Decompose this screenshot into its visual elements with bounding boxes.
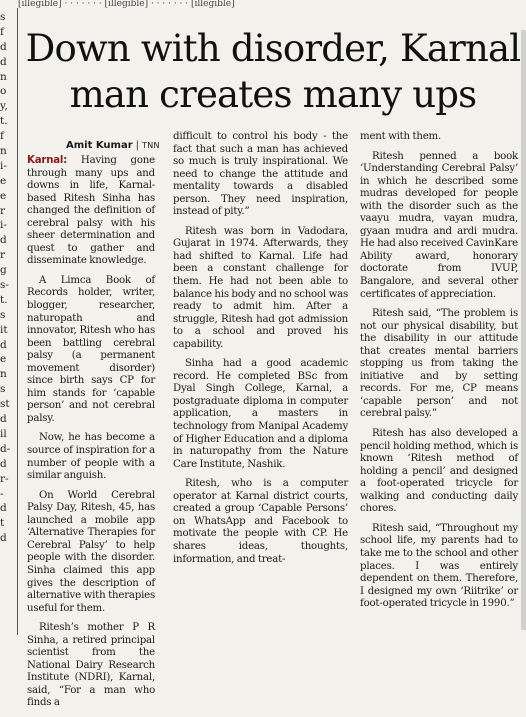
article-column-3 bbox=[360, 131, 518, 618]
fragment-line: e bbox=[0, 353, 7, 366]
fragment-line: s bbox=[0, 308, 6, 321]
fragment-line: it bbox=[0, 323, 8, 336]
headline-line-1: Down with disorder, Karnal bbox=[25, 27, 521, 70]
fragment-line: r bbox=[0, 204, 6, 217]
fragment-line: t. bbox=[0, 115, 8, 128]
fragment-line: s- bbox=[0, 279, 9, 292]
fragment-line: n bbox=[0, 145, 7, 158]
fragment-line: - bbox=[0, 487, 4, 500]
article-paragraph: Ritesh, who is a computer operator at Karnal district courts, created a group ‘Capable Persons’ on WhatsApp and Facebook to motivate the people with CP. He shares ideas, thoughts, information, and treat- bbox=[173, 478, 348, 565]
article-paragraph bbox=[27, 155, 155, 268]
previous-article-strip: [illegible] · · · · · · · [illegible] · · · · · · · [illegible] bbox=[18, 0, 235, 8]
lead-text: Having gone through many ups and downs in life, Karnal-based Ritesh Sinha has changed the definition of cerebral palsy with his sheer determination and quest to gather and disseminate knowledge. bbox=[27, 155, 155, 267]
fragment-line: g bbox=[0, 264, 7, 277]
article-paragraph: Ritesh has also developed a pencil holding method, which is known ‘Ritesh method of holding a pencil’ and designed a foot-operated tricycle for walking and conducting daily chores. bbox=[360, 428, 518, 515]
fragment-line: e bbox=[0, 174, 7, 187]
fragment-line: d bbox=[0, 502, 7, 515]
fragment-line: t. bbox=[0, 293, 8, 306]
fragment-line: e bbox=[0, 189, 7, 202]
fragment-line: s bbox=[0, 383, 6, 396]
article-paragraph: ment with them. bbox=[360, 131, 442, 142]
headline-line-2: man creates many ups bbox=[69, 73, 477, 116]
byline-separator: | bbox=[135, 140, 140, 151]
fragment-line: r bbox=[0, 249, 6, 262]
article-paragraph: Ritesh penned a book ‘Understanding Cerebral Palsy’ in which he described some mudras developed for people with the disorder such as the vaayu mudra, vayan mudra, gyaan mudra and ardi mudra. He had also received CavinKare Ability award, honorary doctorate from IVUP, Bangalore, and several other certificates of appreciation. bbox=[360, 150, 518, 300]
fragment-line: d bbox=[0, 234, 7, 247]
fragment-line: y, bbox=[0, 100, 8, 113]
fragment-line: s bbox=[0, 11, 6, 23]
fragment-line: i- bbox=[0, 159, 7, 172]
byline-agency: TNN bbox=[142, 141, 160, 150]
fragment-line: d bbox=[0, 457, 7, 470]
fragment-line: f bbox=[0, 130, 4, 143]
article-paragraph: A Limca Book of Records holder, writer, blogger, researcher, naturopath and innovator, Ritesh who has been battling cerebral palsy (a permanent movement disorder) since birth says CP for him stands for ‘capable person’ and not cerebral palsy. bbox=[27, 274, 155, 424]
article-paragraph: Ritesh was born in Vadodara, Gujarat in 1974. Afterwards, they had shifted to Karnal. Life had been a constant challenge for them. He had not been able to balance his body and no school was ready to admit him. After a struggle, Ritesh had got admission to a school and proved his capability. bbox=[173, 225, 348, 350]
fragment-line: d bbox=[0, 40, 7, 53]
fragment-line: il bbox=[0, 427, 7, 440]
article-paragraph: Ritesh’s mother P R Sinha, a retired principal scientist from the National Dairy Research Institute (NDRI), Karnal, said, “For a man who finds a bbox=[27, 622, 155, 709]
column-divider bbox=[17, 8, 18, 635]
article-paragraph: Now, he has become a source of inspiration for a number of people with a similar anguish. bbox=[27, 432, 155, 482]
byline-author: Amit Kumar bbox=[66, 140, 133, 151]
dateline: Karnal: bbox=[27, 155, 68, 166]
fragment-line: d bbox=[0, 55, 7, 68]
adjacent-column-fragment bbox=[0, 10, 14, 635]
article-paragraph: Ritesh said, “The problem is not our physical disability, but the disability in our attitude that creates mental barriers stopping us from taking the initiative and by setting records. For me, CP means ‘capable person’ and not cerebral palsy.” bbox=[360, 308, 518, 420]
article-paragraph: Sinha had a good academic record. He completed BSc from Dyal Singh College, Karnal, a postgraduate diploma in computer application, a masters in technology from Manipal Academy of Higher Education and a diploma in naturopathy from the Nature Care Institute, Nashik. bbox=[173, 358, 348, 470]
article-column-1 bbox=[27, 155, 155, 717]
article-paragraph: Ritesh said, “Throughout my school life, my parents had to take me to the school and other places. I was entirely dependent on them. Therefore, I designed my own ‘Riitrike’ or foot-operated tricycle in 1990.” bbox=[360, 522, 518, 610]
byline bbox=[66, 140, 160, 151]
fragment-line: n bbox=[0, 368, 7, 381]
fragment-line: o bbox=[0, 85, 7, 98]
fragment-line: i- bbox=[0, 219, 7, 232]
fragment-line: d- bbox=[0, 442, 11, 455]
fragment-line: f bbox=[0, 25, 4, 38]
fragment-line: t bbox=[0, 517, 5, 530]
fragment-line: d bbox=[0, 338, 7, 351]
fragment-line: d bbox=[0, 413, 7, 426]
fragment-line: st bbox=[0, 398, 10, 411]
article-paragraph: On World Cerebral Palsy Day, Ritesh, 45, has launched a mobile app ‘Alternative Therapies for Cerebral Palsy’ to help people with the disorder. Sinha claimed this app gives the description of alternative with therapies useful for them. bbox=[27, 489, 155, 614]
article-column-2 bbox=[173, 131, 348, 573]
adjacent-page-edge bbox=[521, 30, 526, 630]
fragment-line: d bbox=[0, 532, 7, 545]
article-paragraph: difficult to control his body - the fact that such a man has achieved so much is truly inspirational. We need to change the attitude and mentality towards a disabled person. They need inspiration, instead of pity.” bbox=[173, 131, 348, 218]
fragment-line: n bbox=[0, 70, 7, 83]
headline bbox=[20, 26, 526, 118]
fragment-line: r- bbox=[0, 472, 9, 485]
